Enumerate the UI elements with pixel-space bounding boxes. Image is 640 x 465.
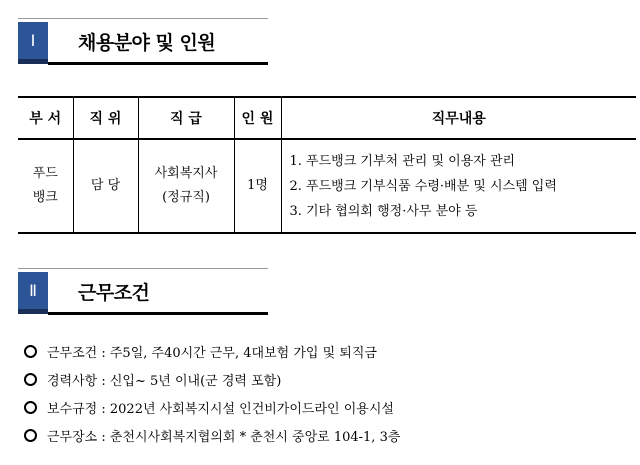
section-underline bbox=[48, 312, 268, 315]
duty-item: 1. 푸드뱅크 기부처 관리 및 이용자 관리 bbox=[289, 153, 516, 169]
header-position: 직 위 bbox=[73, 97, 138, 139]
circle-bullet-icon bbox=[24, 373, 37, 386]
list-item bbox=[24, 368, 400, 396]
section-title: 근무조건 bbox=[78, 282, 150, 304]
circle-bullet-icon bbox=[24, 429, 37, 442]
section-topline bbox=[18, 18, 268, 19]
department-line-1: 푸드 bbox=[32, 166, 58, 181]
cell-duties bbox=[281, 139, 636, 233]
section-title: 채용분야 및 인원 bbox=[78, 32, 216, 54]
condition-text: 근무장소 : 춘천시사회복지협의회 * 춘천시 중앙로 104-1, 3층 bbox=[47, 430, 401, 445]
condition-text: 보수규정 : 2022년 사회복지시설 인건비가이드라인 이용시설 bbox=[47, 402, 394, 417]
table-header-row bbox=[18, 97, 636, 139]
duty-item: 2. 푸드뱅크 기부식품 수령·배분 및 시스템 입력 bbox=[289, 178, 557, 194]
recruitment-table bbox=[18, 96, 636, 234]
circle-bullet-icon bbox=[24, 401, 37, 414]
header-duties: 직무내용 bbox=[281, 97, 636, 139]
list-item bbox=[24, 424, 400, 452]
circle-bullet-icon bbox=[24, 345, 37, 358]
section-topline bbox=[18, 268, 268, 269]
condition-text: 경력사항 : 신입~ 5년 이내(군 경력 포함) bbox=[47, 374, 282, 389]
condition-text: 근무조건 : 주5일, 주40시간 근무, 4대보험 가입 및 퇴직금 bbox=[47, 346, 377, 361]
duty-item: 3. 기타 협의회 행정·사무 분야 등 bbox=[289, 203, 478, 219]
section-badge-shadow bbox=[18, 59, 48, 64]
grade-line-1: 사회복지사 bbox=[154, 166, 218, 181]
cell-headcount: 1명 bbox=[234, 139, 281, 233]
header-headcount: 인 원 bbox=[234, 97, 281, 139]
section-number-badge: Ⅱ bbox=[18, 272, 48, 309]
header-grade: 직 급 bbox=[138, 97, 234, 139]
section-header-conditions bbox=[18, 268, 268, 316]
header-department: 부 서 bbox=[18, 97, 73, 139]
section-header-recruitment bbox=[18, 18, 268, 66]
cell-department bbox=[18, 139, 73, 233]
cell-grade bbox=[138, 139, 234, 233]
table-row bbox=[18, 139, 636, 233]
section-number-badge: Ⅰ bbox=[18, 22, 48, 59]
grade-line-2: (정규직) bbox=[162, 190, 210, 205]
department-line-2: 뱅크 bbox=[32, 190, 58, 205]
list-item bbox=[24, 396, 400, 424]
section-underline bbox=[48, 62, 268, 65]
cell-position: 담 당 bbox=[73, 139, 138, 233]
section-badge-shadow bbox=[18, 309, 48, 314]
list-item bbox=[24, 340, 400, 368]
conditions-list bbox=[24, 340, 400, 452]
